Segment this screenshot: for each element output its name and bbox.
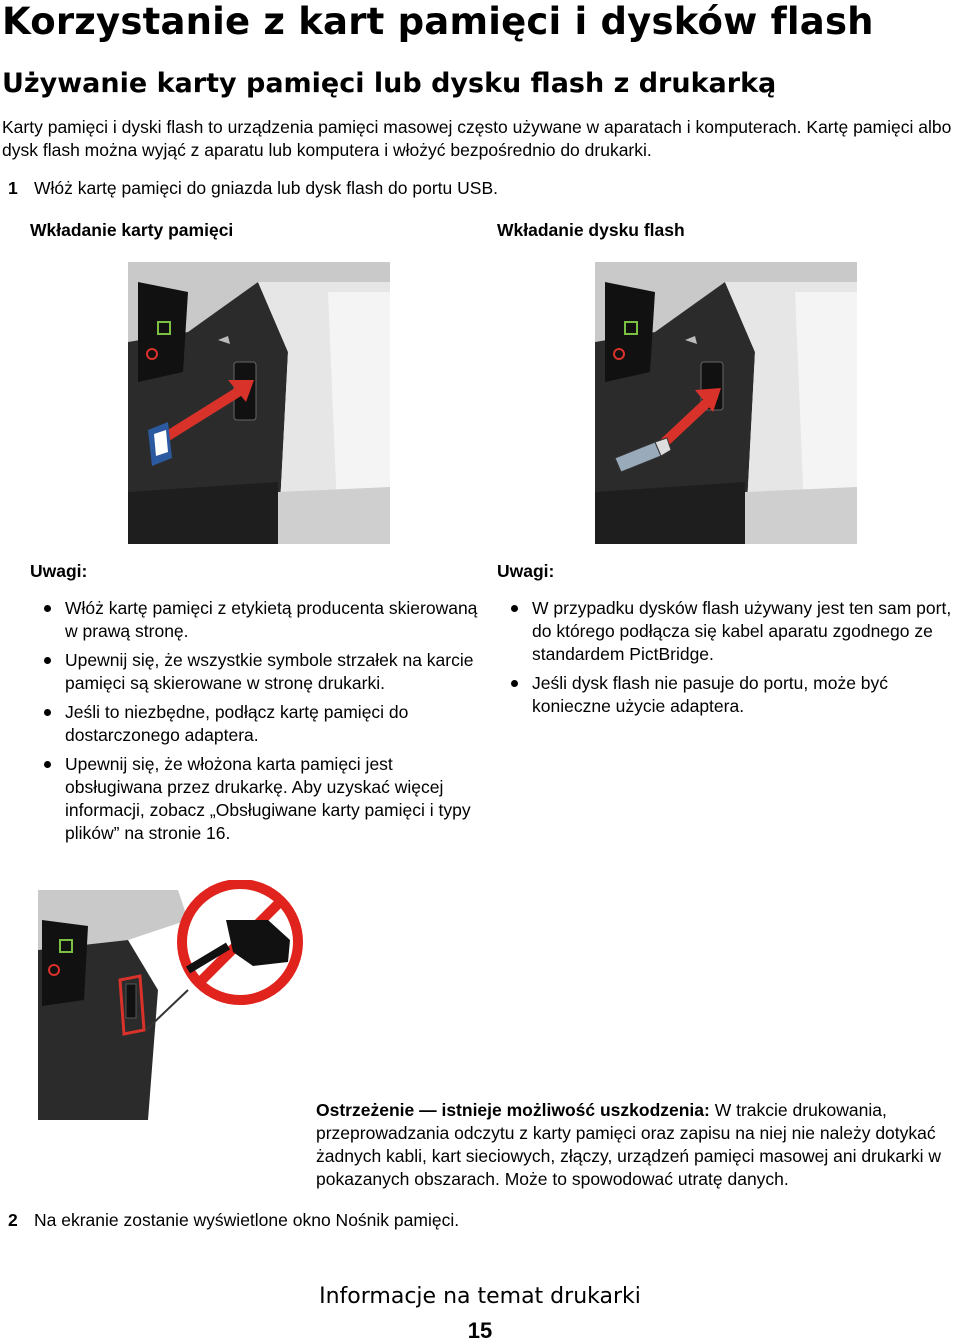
page-number: 15 — [467, 1318, 493, 1343]
footer-title: Informacje na temat drukarki — [319, 1284, 641, 1309]
step-2 — [8, 1209, 459, 1232]
warning-text: W trakcie drukowania, przeprowadzania odczytu z karty pamięci oraz zapisu na niej nie należy dotykać żadnych kabli, kart sieciowych, złączy, urządzeń pamięci masowej ani drukarki w pokazanych obszarach. Może to spowodować utratę danych. — [316, 1100, 942, 1189]
right-notes-list — [497, 597, 957, 724]
warning-label: Ostrzeżenie — istnieje możliwość uszkodzenia: — [316, 1100, 710, 1120]
memory-card-illustration — [128, 262, 390, 544]
list-item: Upewnij się, że włożona karta pamięci jest obsługiwana przez drukarkę. Aby uzyskać więcej informacji, zobacz „Obsługiwane karty pamięci i typy plików” na stronie 16. — [30, 753, 490, 845]
left-notes-list — [30, 597, 490, 851]
intro-paragraph: Karty pamięci i dyski flash to urządzenia pamięci masowej często używane w aparatach i komputerach. Kartę pamięci albo dysk flash można wyjąć z aparatu lub komputera i włożyć bezpośrednio do drukarki. — [2, 117, 952, 160]
step-1 — [8, 177, 498, 200]
step-1-number: 1 — [8, 178, 18, 198]
warning-paragraph — [316, 1099, 960, 1191]
section-title: Używanie karty pamięci lub dysku flash z drukarką — [2, 68, 777, 99]
page-title: Korzystanie z kart pamięci i dysków flash — [2, 0, 874, 43]
left-caption: Wkładanie karty pamięci — [30, 220, 234, 240]
do-not-touch-illustration — [38, 880, 308, 1120]
flash-drive-illustration — [595, 262, 857, 544]
step-1-text: Włóż kartę pamięci do gniazda lub dysk flash do portu USB. — [34, 178, 498, 198]
list-item: Jeśli dysk flash nie pasuje do portu, może być konieczne użycie adaptera. — [497, 672, 957, 718]
list-item: Upewnij się, że wszystkie symbole strzałek na karcie pamięci są skierowane w stronę drukarki. — [30, 649, 490, 695]
step-2-number: 2 — [8, 1210, 18, 1230]
list-item: Jeśli to niezbędne, podłącz kartę pamięci do dostarczonego adaptera. — [30, 701, 490, 747]
left-notes-title: Uwagi: — [30, 561, 88, 581]
list-item: W przypadku dysków flash używany jest ten sam port, do którego podłącza się kabel aparatu zgodnego ze standardem PictBridge. — [497, 597, 957, 666]
list-item: Włóż kartę pamięci z etykietą producenta skierowaną w prawą stronę. — [30, 597, 490, 643]
step-2-text: Na ekranie zostanie wyświetlone okno Nośnik pamięci. — [34, 1210, 460, 1230]
right-caption: Wkładanie dysku flash — [497, 220, 685, 240]
right-notes-title: Uwagi: — [497, 561, 555, 581]
